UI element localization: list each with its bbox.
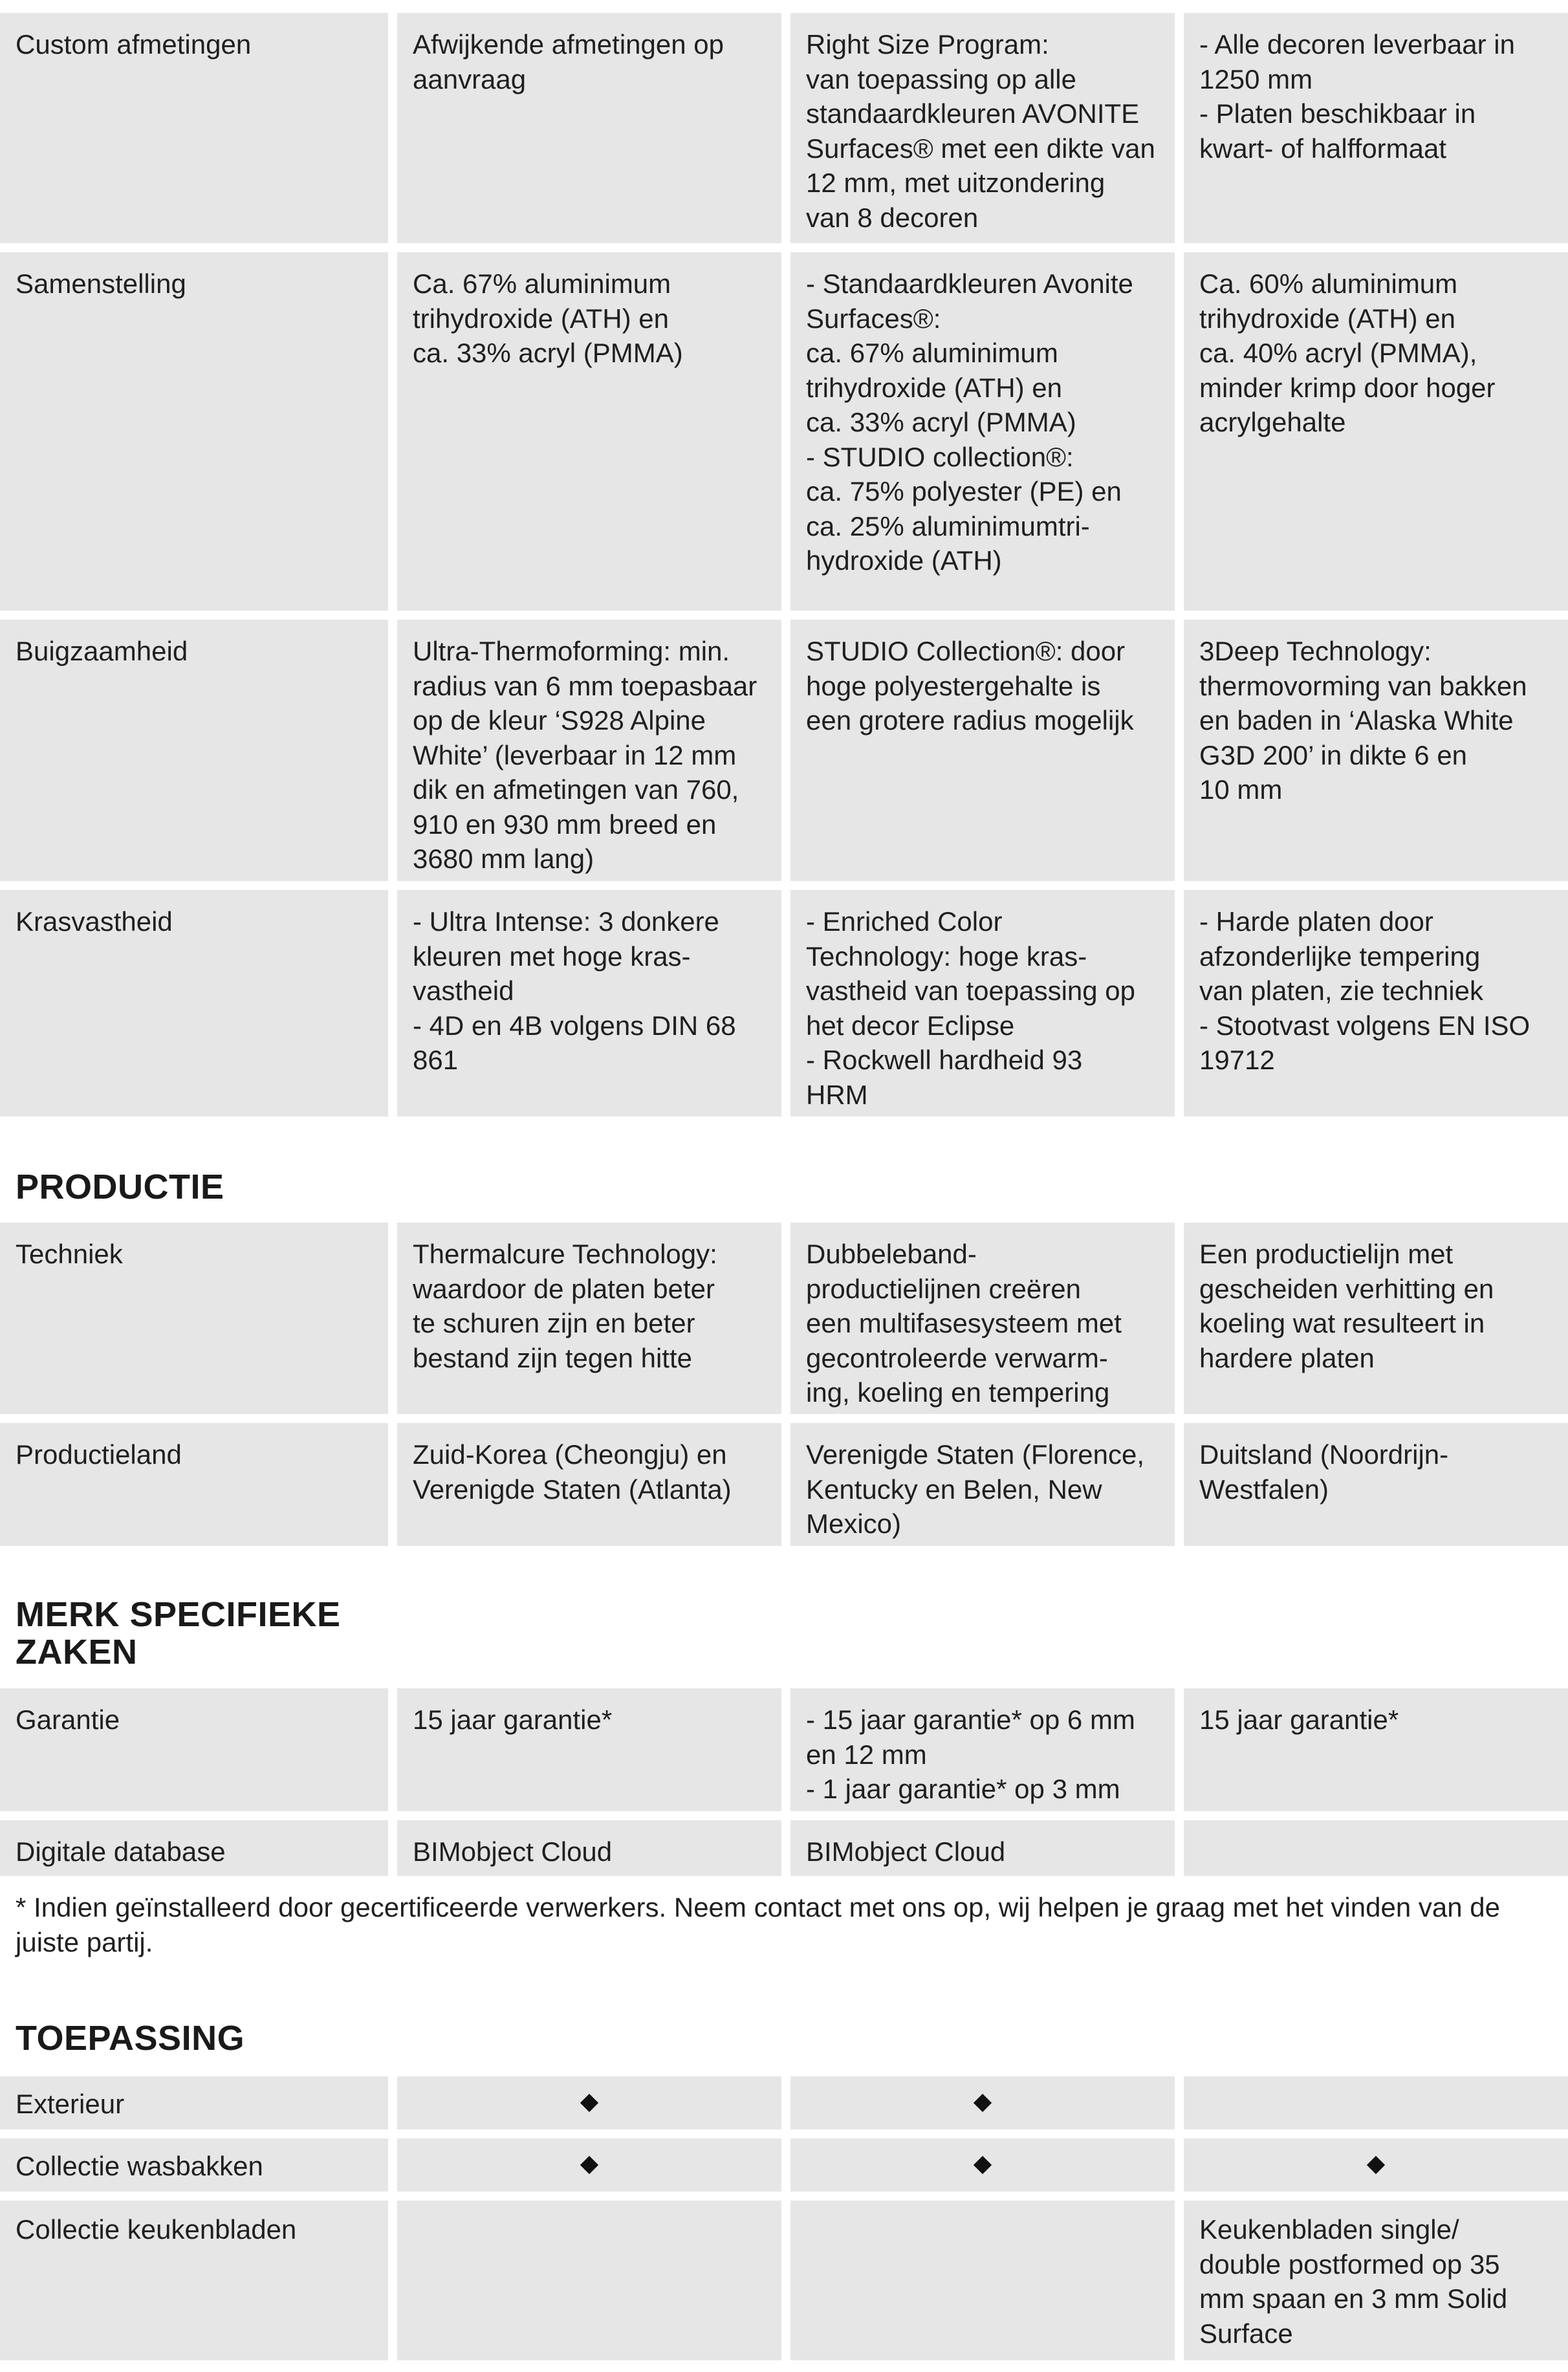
table-cell: Dubbeleband- productielijnen creëren een multifasesysteem met gecontroleerde verwarm- ing, koeling en tempering <box>790 1223 1175 1414</box>
footnote: * Indien geïnstalleerd door gecertificeerde verwerkers. Neem contact met ons op, wij helpen je graag met het vinden van de juiste partij. <box>16 1892 1500 1957</box>
table-cell: STUDIO Collection®: door hoge polyestergehalte is een grotere radius mogelijk <box>790 620 1175 881</box>
diamond-icon <box>974 2094 992 2112</box>
section-heading-merk-specifieke-zaken: MERK SPECIFIEKE ZAKEN <box>16 1595 341 1671</box>
diamond-icon <box>974 2156 992 2174</box>
table-cell <box>790 2201 1175 2360</box>
table-cell <box>397 2138 781 2192</box>
table-cell: - Standaardkleuren Avonite Surfaces®: ca. 67% aluminimum trihydroxide (ATH) en ca. 33% acryl (PMMA) - STUDIO collection®: ca. 75% polyester (PE) en ca. 25% aluminimumtri- hydroxide (ATH) <box>790 252 1175 611</box>
table-cell: - Ultra Intense: 3 donkere kleuren met hoge kras- vastheid - 4D en 4B volgens DIN 68 861 <box>397 890 781 1116</box>
table-cell: - Enriched Color Technology: hoge kras- vastheid van toepassing op het decor Eclipse - Rockwell hardheid 93 HRM <box>790 890 1175 1116</box>
table-cell: Verenigde Staten (Florence, Kentucky en Belen, New Mexico) <box>790 1423 1175 1546</box>
table-cell: Duitsland (Noordrijn- Westfalen) <box>1184 1423 1568 1546</box>
row-label: Krasvastheid <box>0 890 388 1116</box>
table-cell <box>397 2201 781 2360</box>
table-cell: Thermalcure Technology: waardoor de platen beter te schuren zijn en beter bestand zijn tegen hitte <box>397 1223 781 1414</box>
table-row-collectie-wasbakken <box>0 2138 1568 2192</box>
table-cell: 15 jaar garantie* <box>1184 1688 1568 1811</box>
table-row-krasvastheid <box>0 890 1568 1116</box>
table-cell: - 15 jaar garantie* op 6 mm en 12 mm - 1 jaar garantie* op 3 mm <box>790 1688 1175 1811</box>
table-row-collectie-keukenbladen <box>0 2201 1568 2360</box>
row-label: Garantie <box>0 1688 388 1811</box>
table-cell: 3Deep Technology: thermovorming van bakken en baden in ‘Alaska White G3D 200’ in dikte 6 en 10 mm <box>1184 620 1568 881</box>
table-row-exterieur <box>0 2076 1568 2129</box>
table-cell: Een productielijn met gescheiden verhitting en koeling wat resulteert in hardere platen <box>1184 1223 1568 1414</box>
table-cell: 15 jaar garantie* <box>397 1688 781 1811</box>
table-cell: - Harde platen door afzonderlijke tempering van platen, zie techniek - Stootvast volgens EN ISO 19712 <box>1184 890 1568 1116</box>
section-heading-toepassing: TOEPASSING <box>16 2019 245 2058</box>
table-cell: BIMobject Cloud <box>397 1820 781 1876</box>
row-label: Buigzaamheid <box>0 620 388 881</box>
table-cell: Zuid-Korea (Cheongju) en Verenigde Staten (Atlanta) <box>397 1423 781 1546</box>
row-label: Techniek <box>0 1223 388 1414</box>
table-cell: Right Size Program: van toepassing op alle standaardkleuren AVONITE Surfaces® met een dikte van 12 mm, met uitzondering van 8 decoren <box>790 13 1175 243</box>
table-row-buigzaamheid <box>0 620 1568 881</box>
table-cell: Ca. 67% aluminimum trihydroxide (ATH) en ca. 33% acryl (PMMA) <box>397 252 781 611</box>
row-label: Exterieur <box>0 2076 388 2129</box>
table-cell <box>1184 1820 1568 1876</box>
diamond-icon <box>580 2094 598 2112</box>
table-row-techniek <box>0 1223 1568 1414</box>
table-cell: Ultra-Thermoforming: min. radius van 6 mm toepasbaar op de kleur ‘S928 Alpine White’ (leverbaar in 12 mm dik en afmetingen van 760, 910 en 930 mm breed en 3680 mm lang) <box>397 620 781 881</box>
diamond-icon <box>1367 2156 1385 2174</box>
section-heading-productie: PRODUCTIE <box>16 1168 224 1206</box>
table-row-samenstelling <box>0 252 1568 611</box>
table-row-garantie <box>0 1688 1568 1811</box>
diamond-icon <box>580 2156 598 2174</box>
table-row-custom-afmetingen <box>0 13 1568 243</box>
table-cell <box>790 2138 1175 2192</box>
table-cell: Afwijkende afmetingen op aanvraag <box>397 13 781 243</box>
table-cell <box>1184 2138 1568 2192</box>
table-cell <box>1184 2076 1568 2129</box>
table-cell: Ca. 60% aluminimum trihydroxide (ATH) en ca. 40% acryl (PMMA), minder krimp door hoger acrylgehalte <box>1184 252 1568 611</box>
table-row-digitale-database <box>0 1820 1568 1876</box>
row-label: Digitale database <box>0 1820 388 1876</box>
table-cell <box>397 2076 781 2129</box>
table-cell: BIMobject Cloud <box>790 1820 1175 1876</box>
table-cell: Keukenbladen single/ double postformed op 35 mm spaan en 3 mm Solid Surface <box>1184 2201 1568 2360</box>
table-row-productieland <box>0 1423 1568 1546</box>
row-label: Samenstelling <box>0 252 388 611</box>
table-cell <box>790 2076 1175 2129</box>
row-label: Productieland <box>0 1423 388 1546</box>
table-cell: - Alle decoren leverbaar in 1250 mm - Platen beschikbaar in kwart- of halfformaat <box>1184 13 1568 243</box>
row-label: Collectie wasbakken <box>0 2138 388 2192</box>
row-label: Custom afmetingen <box>0 13 388 243</box>
row-label: Collectie keukenbladen <box>0 2201 388 2360</box>
